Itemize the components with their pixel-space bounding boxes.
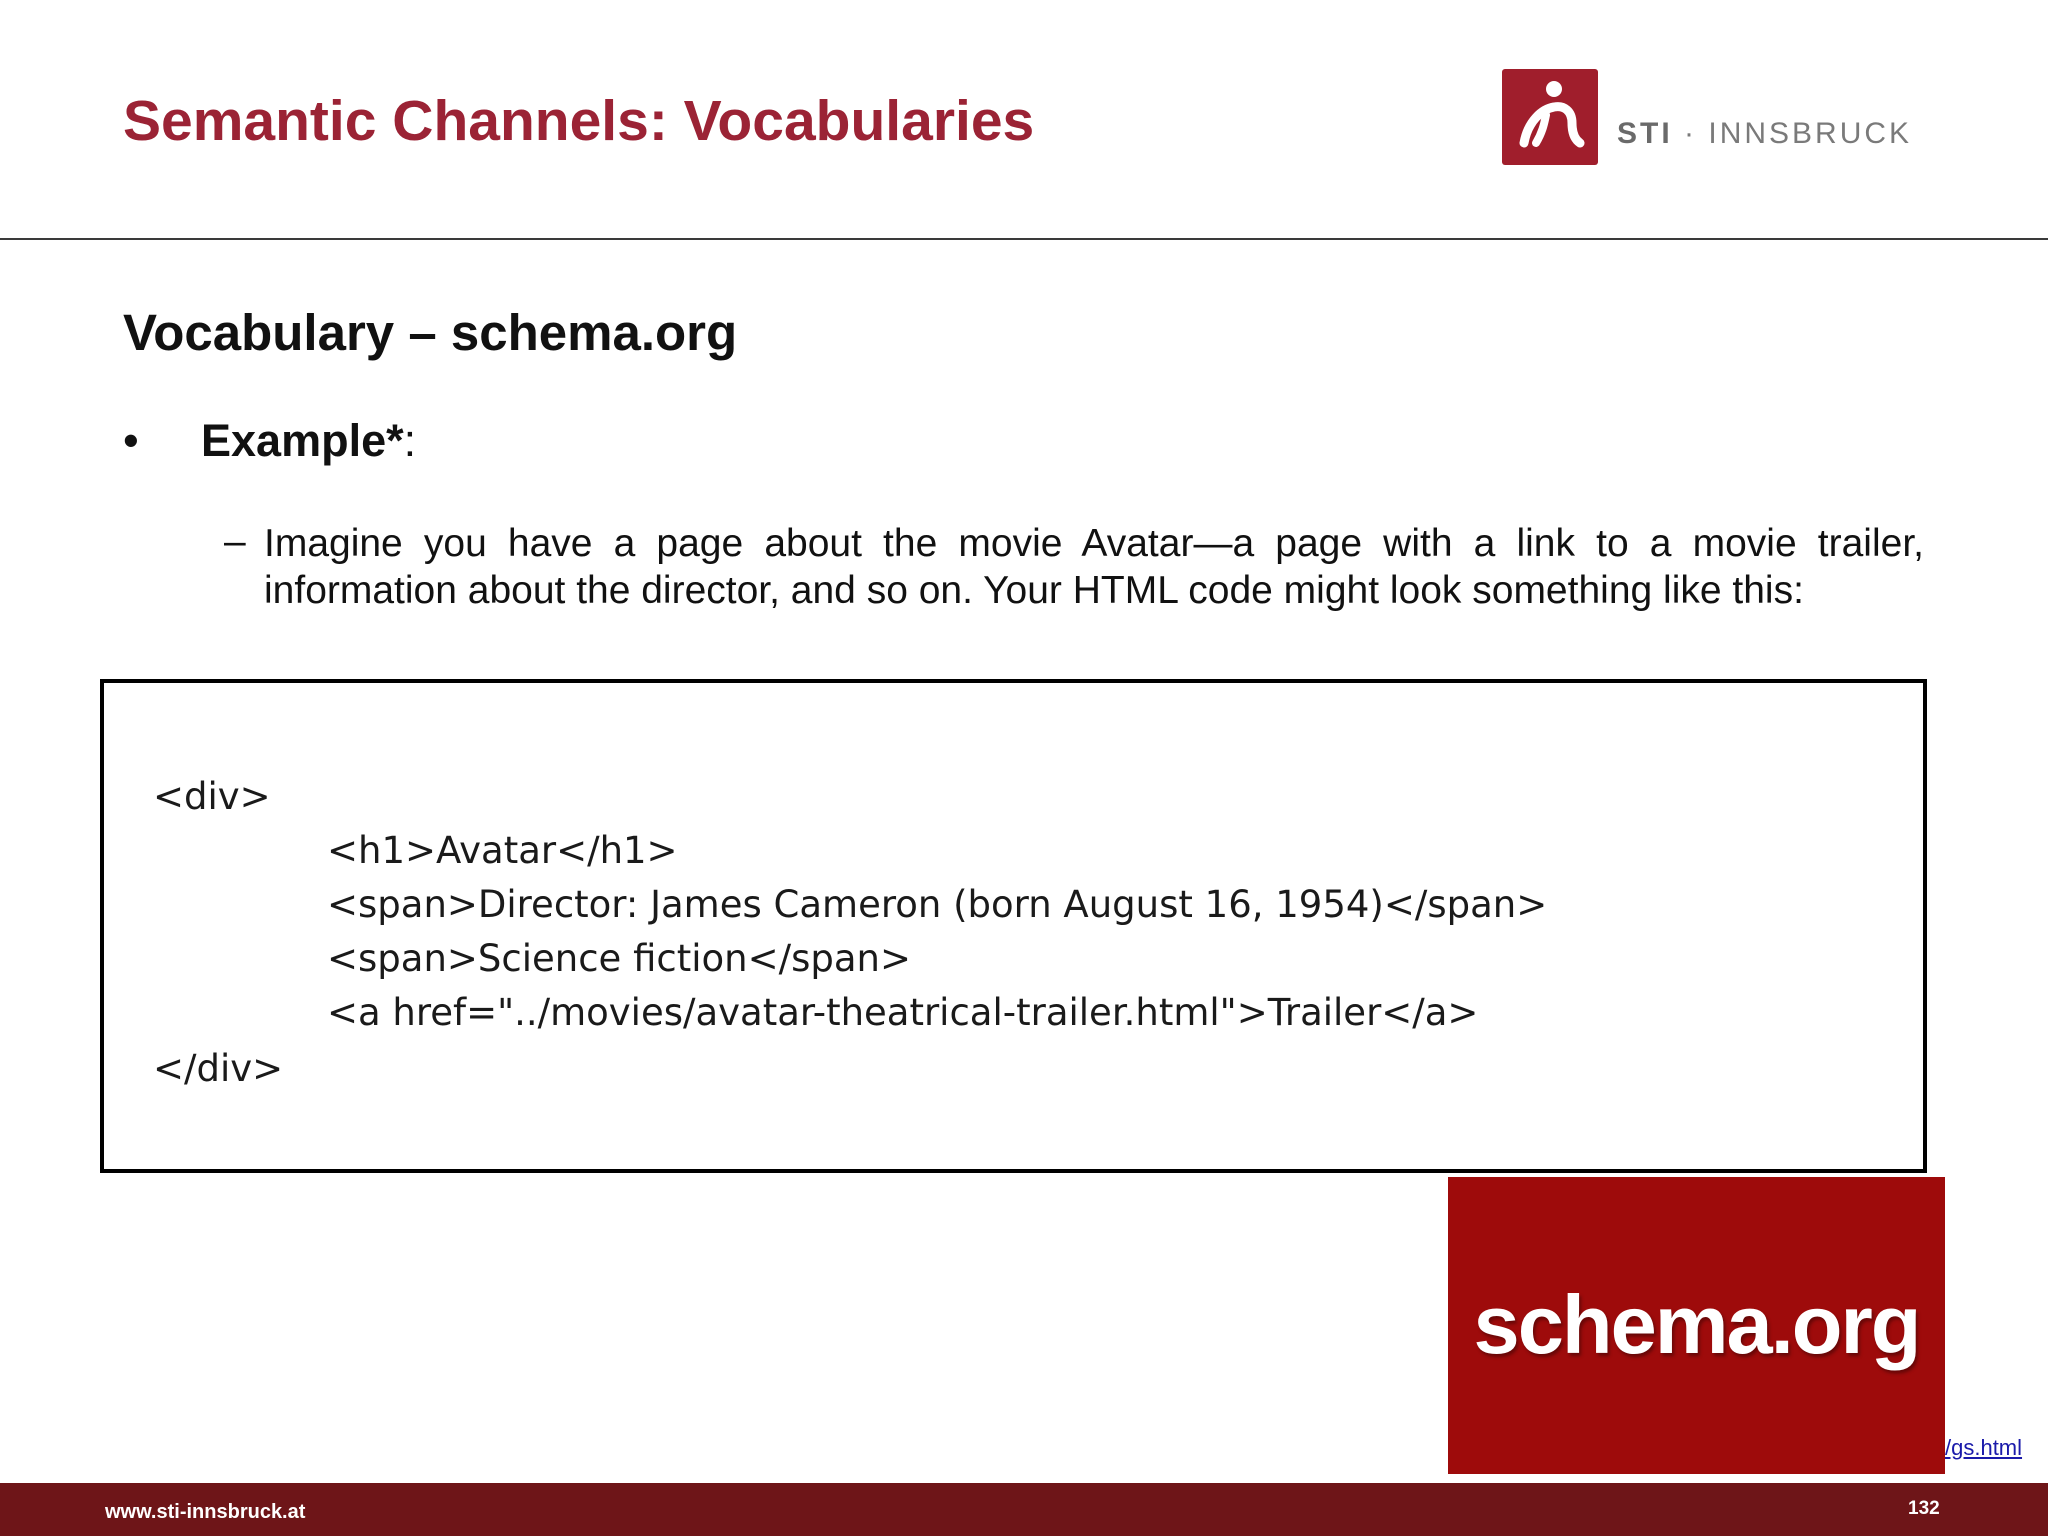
source-link[interactable]: /gs.html [1945, 1435, 2023, 1460]
logo-text-rest: INNSBRUCK [1708, 117, 1913, 150]
sti-innsbruck-logo [1500, 67, 1913, 167]
logo-text-strong: STI [1617, 117, 1673, 150]
schema-org-logo [1448, 1177, 1945, 1474]
bullet-label: Example* [201, 415, 404, 466]
header-divider [0, 238, 2048, 240]
bullet-suffix: : [403, 415, 417, 466]
footer-url: www.sti-innsbruck.at [105, 1501, 306, 1523]
page-number: 132 [1908, 1498, 1940, 1519]
sti-logo-mark-icon [1502, 69, 1598, 165]
bullet-example [123, 415, 416, 467]
slide-subtitle: Vocabulary – schema.org [123, 304, 738, 361]
code-line: <a href="../movies/avatar-theatrical-trailer.html">Trailer</a> [327, 991, 1479, 1034]
logo-text [1617, 117, 1912, 151]
logo-text-separator: · [1684, 117, 1698, 150]
schema-org-logo-text: schema.org [1473, 1278, 1920, 1371]
bullet-dot: • [123, 415, 139, 466]
sub-item-dash: – [224, 520, 246, 563]
sub-item-text: Imagine you have a page about the movie Avatar—a page with a link to a movie trailer, information about the director, and so on. Your HTML code might look something like this: [264, 522, 1924, 612]
footer-bar [0, 1483, 2048, 1536]
code-line: <div> [153, 775, 271, 818]
code-line: <span>Science fiction</span> [327, 937, 911, 980]
slide-title: Semantic Channels: Vocabularies [123, 89, 1035, 153]
code-line: <h1>Avatar</h1> [327, 829, 678, 872]
code-line: </div> [153, 1047, 284, 1090]
code-example-box [100, 679, 1927, 1173]
code-line: <span>Director: James Cameron (born August 16, 1954)</span> [327, 883, 1548, 926]
